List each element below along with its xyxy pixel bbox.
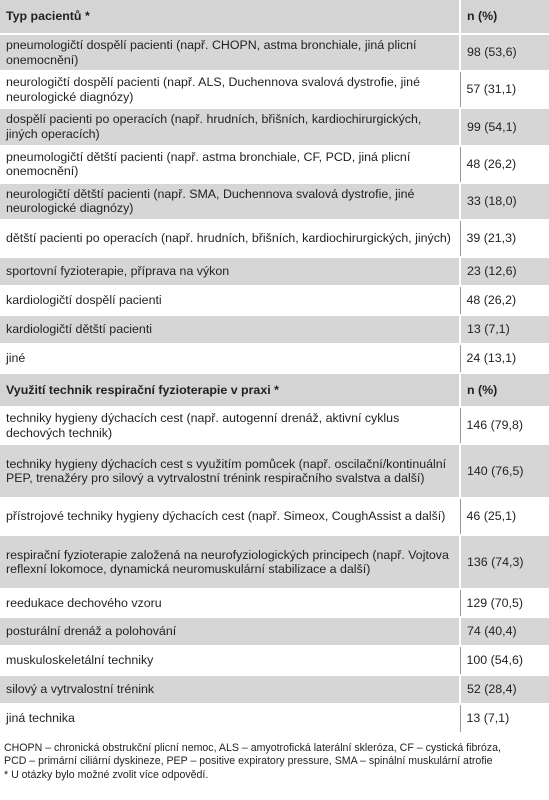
table-row (0, 407, 549, 444)
row-value: 140 (76,5) (460, 444, 549, 498)
table-row (0, 257, 549, 286)
row-label: jiná technika (0, 704, 460, 733)
section-header-techniques (0, 373, 549, 407)
table-row (0, 108, 549, 145)
header-label: Využití technik respirační fyzioterapie v praxi * (0, 373, 460, 407)
row-value: 48 (26,2) (460, 286, 549, 315)
row-value: 98 (53,6) (460, 34, 549, 71)
row-label: dospělí pacienti po operacích (např. hrudních, břišních, kardiochirurgických, jiných operacích) (0, 108, 460, 145)
table-row (0, 183, 549, 220)
row-label: neurologičtí dospělí pacienti (např. ALS, Duchennova svalová dystrofie, jiné neurologické diagnózy) (0, 71, 460, 108)
row-label: pneumologičtí dětští pacienti (např. astma bronchiale, CF, PCD, jiná plicní onemocnění) (0, 146, 460, 183)
row-value: 57 (31,1) (460, 71, 549, 108)
row-value: 39 (21,3) (460, 220, 549, 257)
row-value: 48 (26,2) (460, 146, 549, 183)
row-label: sportovní fyzioterapie, příprava na výkon (0, 257, 460, 286)
row-value: 100 (54,6) (460, 646, 549, 675)
header-value: n (%) (460, 0, 549, 34)
table-row (0, 617, 549, 646)
row-value: 33 (18,0) (460, 183, 549, 220)
row-value: 13 (7,1) (460, 704, 549, 733)
row-label: kardiologičtí dospělí pacienti (0, 286, 460, 315)
row-label: techniky hygieny dýchacích cest s využitím pomůcek (např. oscilační/kontinuální PEP, trenažéry pro silový a vytrvalostní trénink respiračního svalstva a další) (0, 444, 460, 498)
header-label: Typ pacientů * (0, 0, 460, 34)
row-value: 146 (79,8) (460, 407, 549, 444)
row-label: silový a vytrvalostní trénink (0, 675, 460, 704)
table-row (0, 220, 549, 257)
row-value: 99 (54,1) (460, 108, 549, 145)
row-value: 46 (25,1) (460, 498, 549, 535)
table-row (0, 146, 549, 183)
table-row (0, 444, 549, 498)
table-row (0, 589, 549, 617)
row-label: kardiologičtí dětští pacienti (0, 315, 460, 344)
row-value: 136 (74,3) (460, 535, 549, 589)
row-value: 129 (70,5) (460, 589, 549, 617)
row-value: 23 (12,6) (460, 257, 549, 286)
section-header-patient-type (0, 0, 549, 34)
row-label: techniky hygieny dýchacích cest (např. autogenní drenáž, aktivní cyklus dechových technik) (0, 407, 460, 444)
row-label: jiné (0, 344, 460, 373)
table-row (0, 704, 549, 733)
row-value: 24 (13,1) (460, 344, 549, 373)
row-label: reedukace dechového vzoru (0, 589, 460, 617)
row-label: respirační fyzioterapie založená na neurofyziologických principech (např. Vojtova reflexní lokomoce, dynamická neuromuskulární stabilizace a další) (0, 535, 460, 589)
row-value: 74 (40,4) (460, 617, 549, 646)
table-row (0, 498, 549, 535)
row-value: 52 (28,4) (460, 675, 549, 704)
table-row (0, 535, 549, 589)
table-row (0, 315, 549, 344)
footnote-multiple-answers: * U otázky bylo možné zvolit více odpovědí. (4, 768, 209, 781)
footnote-abbreviations-2: PCD – primární ciliární dyskineze, PEP – positive expiratory pressure, SMA – spinální muskulární atrofie (4, 755, 493, 768)
row-label: pneumologičtí dospělí pacienti (např. CHOPN, astma bronchiale, jiná plicní onemocnění) (0, 34, 460, 71)
table-row (0, 646, 549, 675)
table-row (0, 286, 549, 315)
table-row (0, 34, 549, 71)
table-footnotes (0, 734, 549, 782)
table-row (0, 344, 549, 373)
row-value: 13 (7,1) (460, 315, 549, 344)
row-label: přístrojové techniky hygieny dýchacích cest (např. Simeox, CoughAssist a další) (0, 498, 460, 535)
row-label: dětští pacienti po operacích (např. hrudních, břišních, kardiochirurgických, jiných) (0, 220, 460, 257)
footnote-abbreviations-1: CHOPN – chronická obstrukční plicní nemoc, ALS – amyotrofická laterální skleróza, CF – cystická fibróza, (4, 742, 501, 755)
row-label: posturální drenáž a polohování (0, 617, 460, 646)
table-row (0, 675, 549, 704)
row-label: neurologičtí dětští pacienti (např. SMA, Duchennova svalová dystrofie, jiné neurologické diagnózy) (0, 183, 460, 220)
table-row (0, 71, 549, 108)
row-label: muskuloskeletální techniky (0, 646, 460, 675)
header-value: n (%) (460, 373, 549, 407)
